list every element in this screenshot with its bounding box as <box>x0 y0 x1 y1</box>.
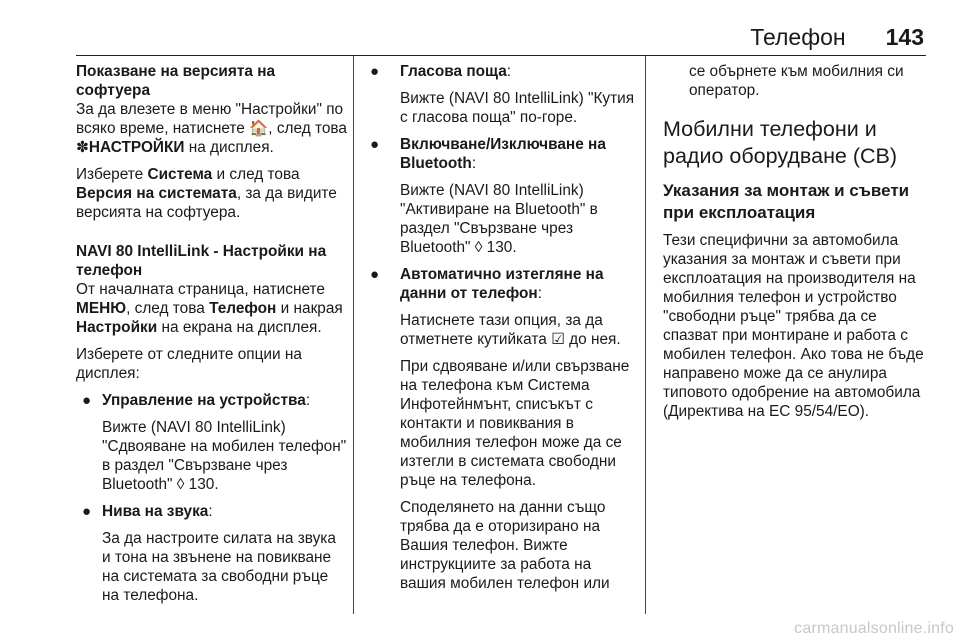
phone-label: Телефон <box>209 300 277 317</box>
text: : <box>471 155 477 172</box>
list-item-text: Споделянето на данни също трябва да е оторизирано на Вашия телефон. Вижте инструкциите за работа на вашия мобилен телефон или <box>400 499 610 592</box>
list-item-auto-download <box>370 265 636 303</box>
system-label: Система <box>147 166 213 183</box>
list-item-sound-levels <box>76 502 348 521</box>
text: 130. <box>482 239 517 256</box>
list-item-text <box>76 418 348 494</box>
checkbox-icon: ☑ <box>551 331 565 348</box>
text: 130. <box>184 476 219 493</box>
page-title: Телефон <box>750 24 846 50</box>
item-title: Включване/Изключване на Bluetooth <box>400 136 606 172</box>
column-divider-2 <box>645 56 646 614</box>
bullet-icon: ● <box>82 503 92 520</box>
item-title: Нива на звука <box>102 503 209 520</box>
bullet-icon: ● <box>370 136 380 153</box>
list-item-text <box>370 311 636 349</box>
item-title: Гласова поща <box>400 63 507 80</box>
reference-icon: ◊ <box>474 239 483 256</box>
text: Вижте (NAVI 80 IntelliLink) "Активиране на Bluetooth" в раздел "Свързване чрез Bluetooth" <box>400 182 598 256</box>
paragraph-select-options: Изберете от следните опции на дисплея: <box>76 346 302 382</box>
bullet-icon: ● <box>82 392 92 409</box>
column-divider-1 <box>353 56 354 614</box>
section-title-software-version: Показване на версията на софтуера <box>76 63 276 99</box>
text: За да влезете в меню "Настройки" по всяко време, натиснете <box>76 101 344 137</box>
item-title: Управление на устройства <box>102 392 306 409</box>
text: , след това <box>126 300 210 317</box>
menu-label: МЕНЮ <box>76 300 127 317</box>
text: на дисплея. <box>184 139 274 156</box>
column-3 <box>663 62 928 429</box>
list-item-text: За да настроите силата на звука и тона на звънене на повикване на системата за свободни ръце на телефона. <box>102 530 336 604</box>
section-title-phone-settings: NAVI 80 IntelliLink - Настройки на телефон <box>76 243 327 279</box>
text: и след това <box>212 166 300 183</box>
text: Вижте (NAVI 80 IntelliLink) "Сдвояване на мобилен телефон" в раздел "Свързване чрез Bluetooth" <box>102 419 347 493</box>
text: и накрая <box>276 300 343 317</box>
reference-icon: ◊ <box>176 476 185 493</box>
text: : <box>506 63 512 80</box>
text: на екрана на дисплея. <box>157 319 322 336</box>
item-title: Автоматично изтегляне на данни от телефон <box>400 266 604 302</box>
list-item-bluetooth-toggle <box>370 135 636 173</box>
page-number: 143 <box>885 24 924 50</box>
paragraph-installation: Тези специфични за автомобила указания за монтаж и съвети при експлоатация на производителя на мобилния телефон и устройство "свободни ръце" трябва да се спазват при монтиране и работа с мобилен телефон. Ако това не бъде направено може да се анулира типовото одобрение на автомобила (Директива на ЕС 95/54/EO). <box>663 232 924 420</box>
settings-label: Настройки <box>76 319 158 336</box>
text: : <box>537 285 542 302</box>
paragraph-select-system <box>76 165 348 222</box>
gear-icon: ✽ <box>76 139 89 156</box>
continued-text: се обърнете към мобилния си оператор. <box>689 63 904 99</box>
list-item-device-management <box>76 391 348 410</box>
list-item-text: Вижте (NAVI 80 IntelliLink) "Кутия с гласова поща" по-горе. <box>400 90 635 126</box>
header-rule <box>76 55 926 56</box>
column-1 <box>76 62 348 613</box>
text: От началната страница, натиснете <box>76 281 325 298</box>
list-item-voicemail <box>370 62 636 81</box>
column-2 <box>370 62 636 601</box>
home-icon: 🏠 <box>249 120 269 137</box>
text: : <box>208 503 213 520</box>
list-item-text: При сдвояване и/или свързване на телефона към Система Инфотейнмънт, списъкът с контакти и повиквания в мобилния телефон може да се изтегли в системата свободни ръце на телефона. <box>400 358 630 489</box>
bullet-icon: ● <box>370 63 380 80</box>
text: Изберете <box>76 166 148 183</box>
watermark: carmanualsonline.info <box>794 620 954 637</box>
section-heading-mobile-phones: Мобилни телефони и радио оборудване (CB) <box>663 117 898 168</box>
paragraph-from-home <box>76 280 348 337</box>
list-item-text <box>370 181 636 257</box>
page-header <box>0 24 924 51</box>
text: до нея. <box>564 331 621 348</box>
text: : <box>305 392 311 409</box>
text: , след това <box>268 120 347 137</box>
bullet-icon: ● <box>370 266 380 283</box>
paragraph-settings-menu <box>76 100 348 157</box>
settings-label: НАСТРОЙКИ <box>88 139 185 156</box>
text: , за да видите версията на софтуера. <box>76 185 337 221</box>
subheading-installation: Указания за монтаж и съвети при експлоатация <box>663 181 910 222</box>
system-version-label: Версия на системата <box>76 185 237 202</box>
text: Натиснете тази опция, за да отметнете кутийката <box>400 312 603 348</box>
